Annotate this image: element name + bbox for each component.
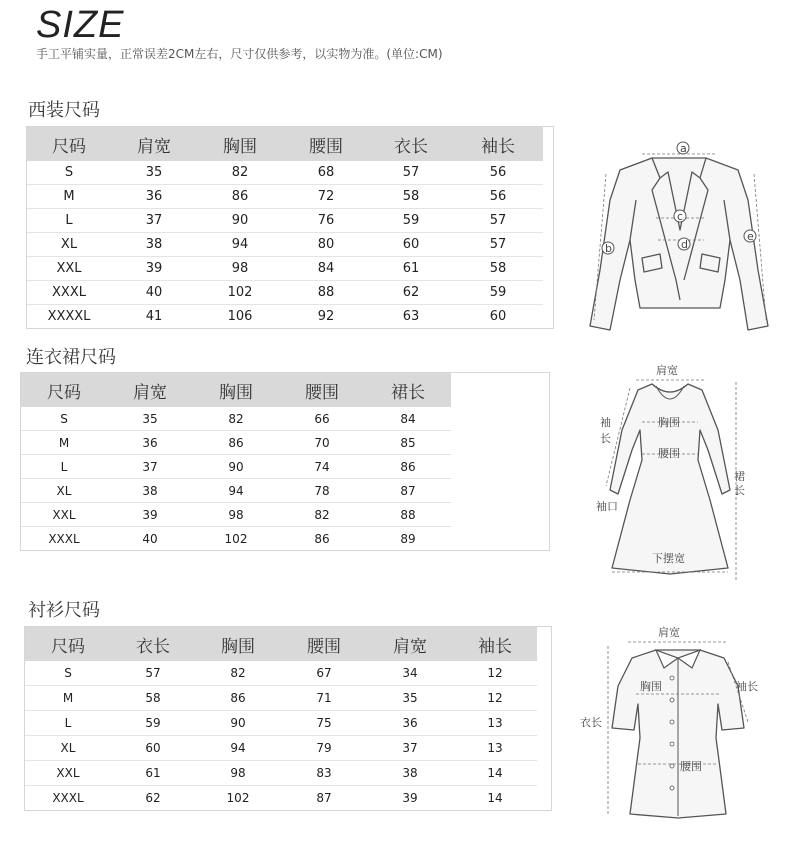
blazer-label-b: b xyxy=(605,242,612,255)
table-cell: 59 xyxy=(111,711,195,736)
table-row xyxy=(27,233,553,257)
column-header: 肩宽 xyxy=(111,127,197,161)
blazer-label-d: d xyxy=(681,238,688,251)
table-cell: 94 xyxy=(197,233,283,257)
shirt-length-label: 衣长 xyxy=(580,716,602,729)
table-cell: 98 xyxy=(197,257,283,281)
table-row xyxy=(21,407,549,431)
table-row xyxy=(27,185,553,209)
column-header: 袖长 xyxy=(453,627,537,661)
table-cell: 67 xyxy=(281,661,367,686)
table-cell: 57 xyxy=(453,233,543,257)
table-cell: 39 xyxy=(402,791,418,805)
column-header: 腰围 xyxy=(283,127,369,161)
table-cell: 13 xyxy=(453,711,537,736)
table-cell: 86 xyxy=(365,455,451,479)
table-cell: 72 xyxy=(283,185,369,209)
table-cell: 60 xyxy=(111,736,195,761)
table-cell: 12 xyxy=(453,661,537,686)
table-cell: XL xyxy=(27,233,111,257)
table-cell: XL xyxy=(25,736,111,761)
table-cell: 37 xyxy=(111,209,197,233)
table-cell: 88 xyxy=(365,503,451,527)
column-header: 衣长 xyxy=(369,127,453,161)
table-cell: 88 xyxy=(283,281,369,305)
table-header-row xyxy=(21,373,549,407)
table-cell: 12 xyxy=(453,686,537,711)
suit-section-title: 西装尺码 xyxy=(28,100,100,121)
table-cell: 58 xyxy=(453,257,543,281)
table-cell: 84 xyxy=(365,407,451,431)
table-cell: 38 xyxy=(107,479,193,503)
table-cell: M xyxy=(27,185,111,209)
table-cell: 36 xyxy=(367,711,453,736)
table-cell: 86 xyxy=(193,431,279,455)
table-row xyxy=(25,761,551,786)
column-header: 胸围 xyxy=(197,127,283,161)
table-cell: 82 xyxy=(195,661,281,686)
dress-sleeve-label-2: 长 xyxy=(600,432,611,445)
table-row xyxy=(25,711,551,736)
table-cell: 92 xyxy=(317,309,335,324)
table-cell: 62 xyxy=(145,791,161,805)
table-row xyxy=(27,161,553,185)
table-cell: 86 xyxy=(195,686,281,711)
suit-size-table xyxy=(26,126,554,329)
table-cell: 94 xyxy=(193,479,279,503)
table-cell: 56 xyxy=(453,161,543,185)
dress-shoulder-label: 肩宽 xyxy=(656,364,678,377)
shirt-bust-label: 胸围 xyxy=(640,680,662,693)
table-row xyxy=(21,503,549,527)
shirt-sleeve-label: 袖长 xyxy=(736,680,758,693)
measurement-note: 手工平铺实量，正常误差2CM左右，尺寸仅供参考，以实物为准。(单位:CM) xyxy=(36,47,443,61)
table-cell: 90 xyxy=(195,711,281,736)
table-header-row xyxy=(25,627,551,661)
table-row xyxy=(25,786,551,811)
column-header: 尺码 xyxy=(21,373,107,407)
blazer-label-e: e xyxy=(747,230,754,243)
table-cell: M xyxy=(25,686,111,711)
table-cell: 41 xyxy=(145,309,163,324)
table-row xyxy=(25,736,551,761)
table-cell: 38 xyxy=(367,761,453,786)
table-cell: 102 xyxy=(224,531,248,546)
shirt-waist-label: 腰围 xyxy=(680,760,702,773)
dress-cuff-label: 袖口 xyxy=(596,500,618,513)
column-header: 尺码 xyxy=(27,127,111,161)
table-cell: 82 xyxy=(197,161,283,185)
table-cell: XXXXL xyxy=(47,309,91,324)
table-cell: 60 xyxy=(489,309,507,324)
column-header: 衣长 xyxy=(111,627,195,661)
table-cell: XXL xyxy=(25,761,111,786)
table-cell: 85 xyxy=(365,431,451,455)
table-cell: XXXL xyxy=(48,531,80,546)
table-row xyxy=(21,479,549,503)
table-cell: XXXL xyxy=(27,281,111,305)
table-cell: 98 xyxy=(193,503,279,527)
table-row xyxy=(25,661,551,686)
table-cell: L xyxy=(21,455,107,479)
table-row xyxy=(21,455,549,479)
table-cell: 87 xyxy=(316,791,332,805)
page-title: SIZE xyxy=(36,4,125,46)
table-cell: 70 xyxy=(279,431,365,455)
table-cell: XXL xyxy=(21,503,107,527)
blazer-label-c: c xyxy=(677,210,684,223)
table-cell: XXXL xyxy=(52,791,84,805)
shirt-diagram xyxy=(578,618,778,828)
table-cell: 79 xyxy=(281,736,367,761)
column-header: 腰围 xyxy=(281,627,367,661)
table-row xyxy=(27,281,553,305)
table-cell: 37 xyxy=(367,736,453,761)
table-cell: 78 xyxy=(279,479,365,503)
table-cell: 36 xyxy=(111,185,197,209)
table-cell: 86 xyxy=(314,531,330,546)
table-row xyxy=(21,431,549,455)
dress-sleeve-label-1: 袖 xyxy=(600,416,611,429)
table-cell: 34 xyxy=(367,661,453,686)
dress-bust-label: 胸围 xyxy=(658,416,680,429)
table-cell: 40 xyxy=(142,531,158,546)
table-cell: 62 xyxy=(369,281,453,305)
table-cell: 71 xyxy=(281,686,367,711)
table-cell: 59 xyxy=(453,281,543,305)
column-header: 袖长 xyxy=(453,127,543,161)
shirt-size-table xyxy=(24,626,552,811)
shirt-section-title: 衬衫尺码 xyxy=(28,600,100,621)
table-cell: XL xyxy=(21,479,107,503)
column-header: 肩宽 xyxy=(107,373,193,407)
table-cell: 40 xyxy=(111,281,197,305)
table-cell: 58 xyxy=(111,686,195,711)
table-cell: M xyxy=(21,431,107,455)
table-cell: 76 xyxy=(283,209,369,233)
dress-length-label-1: 裙 xyxy=(734,470,745,483)
column-header: 胸围 xyxy=(193,373,279,407)
table-row xyxy=(21,527,549,551)
table-cell: 60 xyxy=(369,233,453,257)
table-cell: 82 xyxy=(193,407,279,431)
table-cell: 84 xyxy=(283,257,369,281)
table-cell: 90 xyxy=(193,455,279,479)
table-cell: 14 xyxy=(487,791,503,805)
table-cell: 63 xyxy=(402,309,420,324)
table-cell: 89 xyxy=(400,531,416,546)
table-row xyxy=(27,257,553,281)
shirt-shoulder-label: 肩宽 xyxy=(658,626,680,639)
table-cell: 68 xyxy=(283,161,369,185)
column-header: 尺码 xyxy=(25,627,111,661)
table-cell: 57 xyxy=(369,161,453,185)
table-cell: 87 xyxy=(365,479,451,503)
table-cell: 39 xyxy=(107,503,193,527)
table-header-row xyxy=(27,127,553,161)
table-cell: 61 xyxy=(369,257,453,281)
column-header: 腰围 xyxy=(279,373,365,407)
dress-diagram xyxy=(590,360,750,585)
table-row xyxy=(27,305,553,329)
table-cell: 106 xyxy=(227,309,253,324)
table-cell: 56 xyxy=(453,185,543,209)
dress-waist-label: 腰围 xyxy=(658,447,680,460)
table-cell: S xyxy=(27,161,111,185)
column-header: 肩宽 xyxy=(367,627,453,661)
table-cell: 58 xyxy=(369,185,453,209)
table-cell: 38 xyxy=(111,233,197,257)
table-cell: L xyxy=(25,711,111,736)
table-cell: 37 xyxy=(107,455,193,479)
dress-size-table xyxy=(20,372,550,551)
dress-length-label-2: 长 xyxy=(734,484,745,497)
table-cell: 86 xyxy=(197,185,283,209)
table-cell: 61 xyxy=(111,761,195,786)
table-cell: 102 xyxy=(226,791,250,805)
table-cell: L xyxy=(27,209,111,233)
column-header: 裙长 xyxy=(365,373,451,407)
table-row xyxy=(27,209,553,233)
table-cell: 90 xyxy=(197,209,283,233)
table-cell: 13 xyxy=(453,736,537,761)
table-cell: 35 xyxy=(367,686,453,711)
table-cell: 80 xyxy=(283,233,369,257)
table-cell: 102 xyxy=(197,281,283,305)
table-cell: 57 xyxy=(453,209,543,233)
dress-section-title: 连衣裙尺码 xyxy=(26,347,116,368)
table-cell: 82 xyxy=(279,503,365,527)
table-cell: 74 xyxy=(279,455,365,479)
table-cell: 94 xyxy=(195,736,281,761)
blazer-label-a: a xyxy=(680,142,687,155)
table-cell: 75 xyxy=(281,711,367,736)
table-cell: 98 xyxy=(195,761,281,786)
table-cell: 66 xyxy=(279,407,365,431)
dress-hem-label: 下摆宽 xyxy=(652,552,685,565)
table-cell: 39 xyxy=(111,257,197,281)
table-cell: S xyxy=(25,661,111,686)
table-cell: 83 xyxy=(281,761,367,786)
table-cell: 14 xyxy=(453,761,537,786)
table-row xyxy=(25,686,551,711)
table-cell: 36 xyxy=(107,431,193,455)
table-cell: 35 xyxy=(111,161,197,185)
table-cell: XXL xyxy=(27,257,111,281)
table-cell: 57 xyxy=(111,661,195,686)
table-cell: 59 xyxy=(369,209,453,233)
blazer-diagram xyxy=(580,130,780,340)
table-cell: 35 xyxy=(107,407,193,431)
table-cell: S xyxy=(21,407,107,431)
column-header: 胸围 xyxy=(195,627,281,661)
